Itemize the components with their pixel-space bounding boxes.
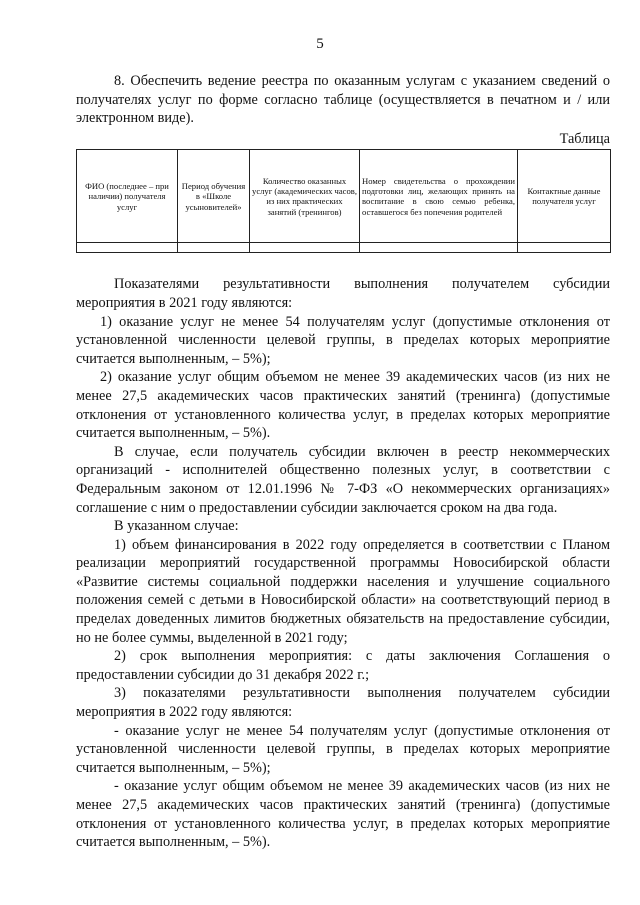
paragraph: 1) объем финансирования в 2022 году определяется в соответствии с Планом реализации мероприятий государственной программы Новосибирской области «Развитие системы социальной поддержки населения и улучшение социального положения семей с детьми в Новосибирской области» на соответствующий период в пределах доведенных лимитов бюджетных обязательств на предоставление субсидии, но не более суммы, выделенной в 2021 году; (76, 536, 610, 646)
paragraph: 3) показателями результативности выполнения получателем субсидии мероприятия в 2022 году являются: (76, 685, 610, 721)
table-header-row (77, 150, 611, 243)
paragraph: 2) оказание услуг общим объемом не менее 39 академических часов (из них не менее 27,5 академических часов практических занятий (тренинга) (допустимые отклонения от установленного количества услуг, в пределах которых мероприятие считается выполненным, – 5%). (76, 369, 610, 442)
table-header-cell: Количество оказанных услуг (академических часов, из них практических занятий (тренингов) (250, 150, 360, 243)
table-cell (77, 243, 178, 253)
paragraph: Показателями результативности выполнения получателем субсидии мероприятия в 2021 году являются: (76, 276, 610, 311)
table-cell (250, 243, 360, 253)
table-header-cell: Период обучения в «Школе усыновителей» (178, 150, 250, 243)
table-cell (178, 243, 250, 253)
table-header-cell: ФИО (последнее – при наличии) получателя услуг (77, 150, 178, 243)
table-cell (518, 243, 611, 253)
paragraph: - оказание услуг общим объемом не менее 39 академических часов (из них не менее 27,5 академических часов практических занятий (тренинга) (допустимые отклонения от установленного количества услуг, в пределах которых мероприятие считается выполненным, – 5%). (76, 778, 610, 851)
paragraph: 2) срок выполнения мероприятия: с даты заключения Соглашения о предоставлении субсидии до 31 декабря 2022 г.; (76, 648, 610, 683)
document-body (76, 72, 610, 852)
table-caption: Таблица (559, 130, 610, 147)
paragraph: В указанном случае: (114, 518, 239, 535)
table-header-cell: Номер свидетельства о прохождении подготовки лиц, желающих принять на воспитание в свою семью ребенка, оставшегося без попечения родителей (360, 150, 518, 243)
registry-table (76, 149, 611, 253)
paragraph: 1) оказание услуг не менее 54 получателям услуг (допустимые отклонения от установленной численности целевой группы, в пределах которых мероприятие считается выполненным, – 5%); (76, 313, 610, 367)
paragraph: - оказание услуг не менее 54 получателям услуг (допустимые отклонения от установленной численности целевой группы, в пределах которых мероприятие считается выполненным, – 5%); (76, 722, 610, 776)
page-number: 5 (316, 36, 324, 52)
paragraph: В случае, если получатель субсидии включен в реестр некоммерческих организаций - исполнителей общественно полезных услуг, в соответствии с Федеральным законом от 12.01.1996 № 7-ФЗ «О некоммерческих организациях» соглашение с ним о предоставлении субсидии заключается сроком на два года. (76, 443, 610, 516)
table-header-cell: Контактные данные получателя услуг (518, 150, 611, 243)
table-row (77, 243, 611, 253)
table-cell (360, 243, 518, 253)
intro-paragraph: 8. Обеспечить ведение реестра по оказанным услугам с указанием сведений о получателях услуг по форме согласно таблице (осуществляется в печатном и / или электронном виде). (76, 73, 610, 127)
